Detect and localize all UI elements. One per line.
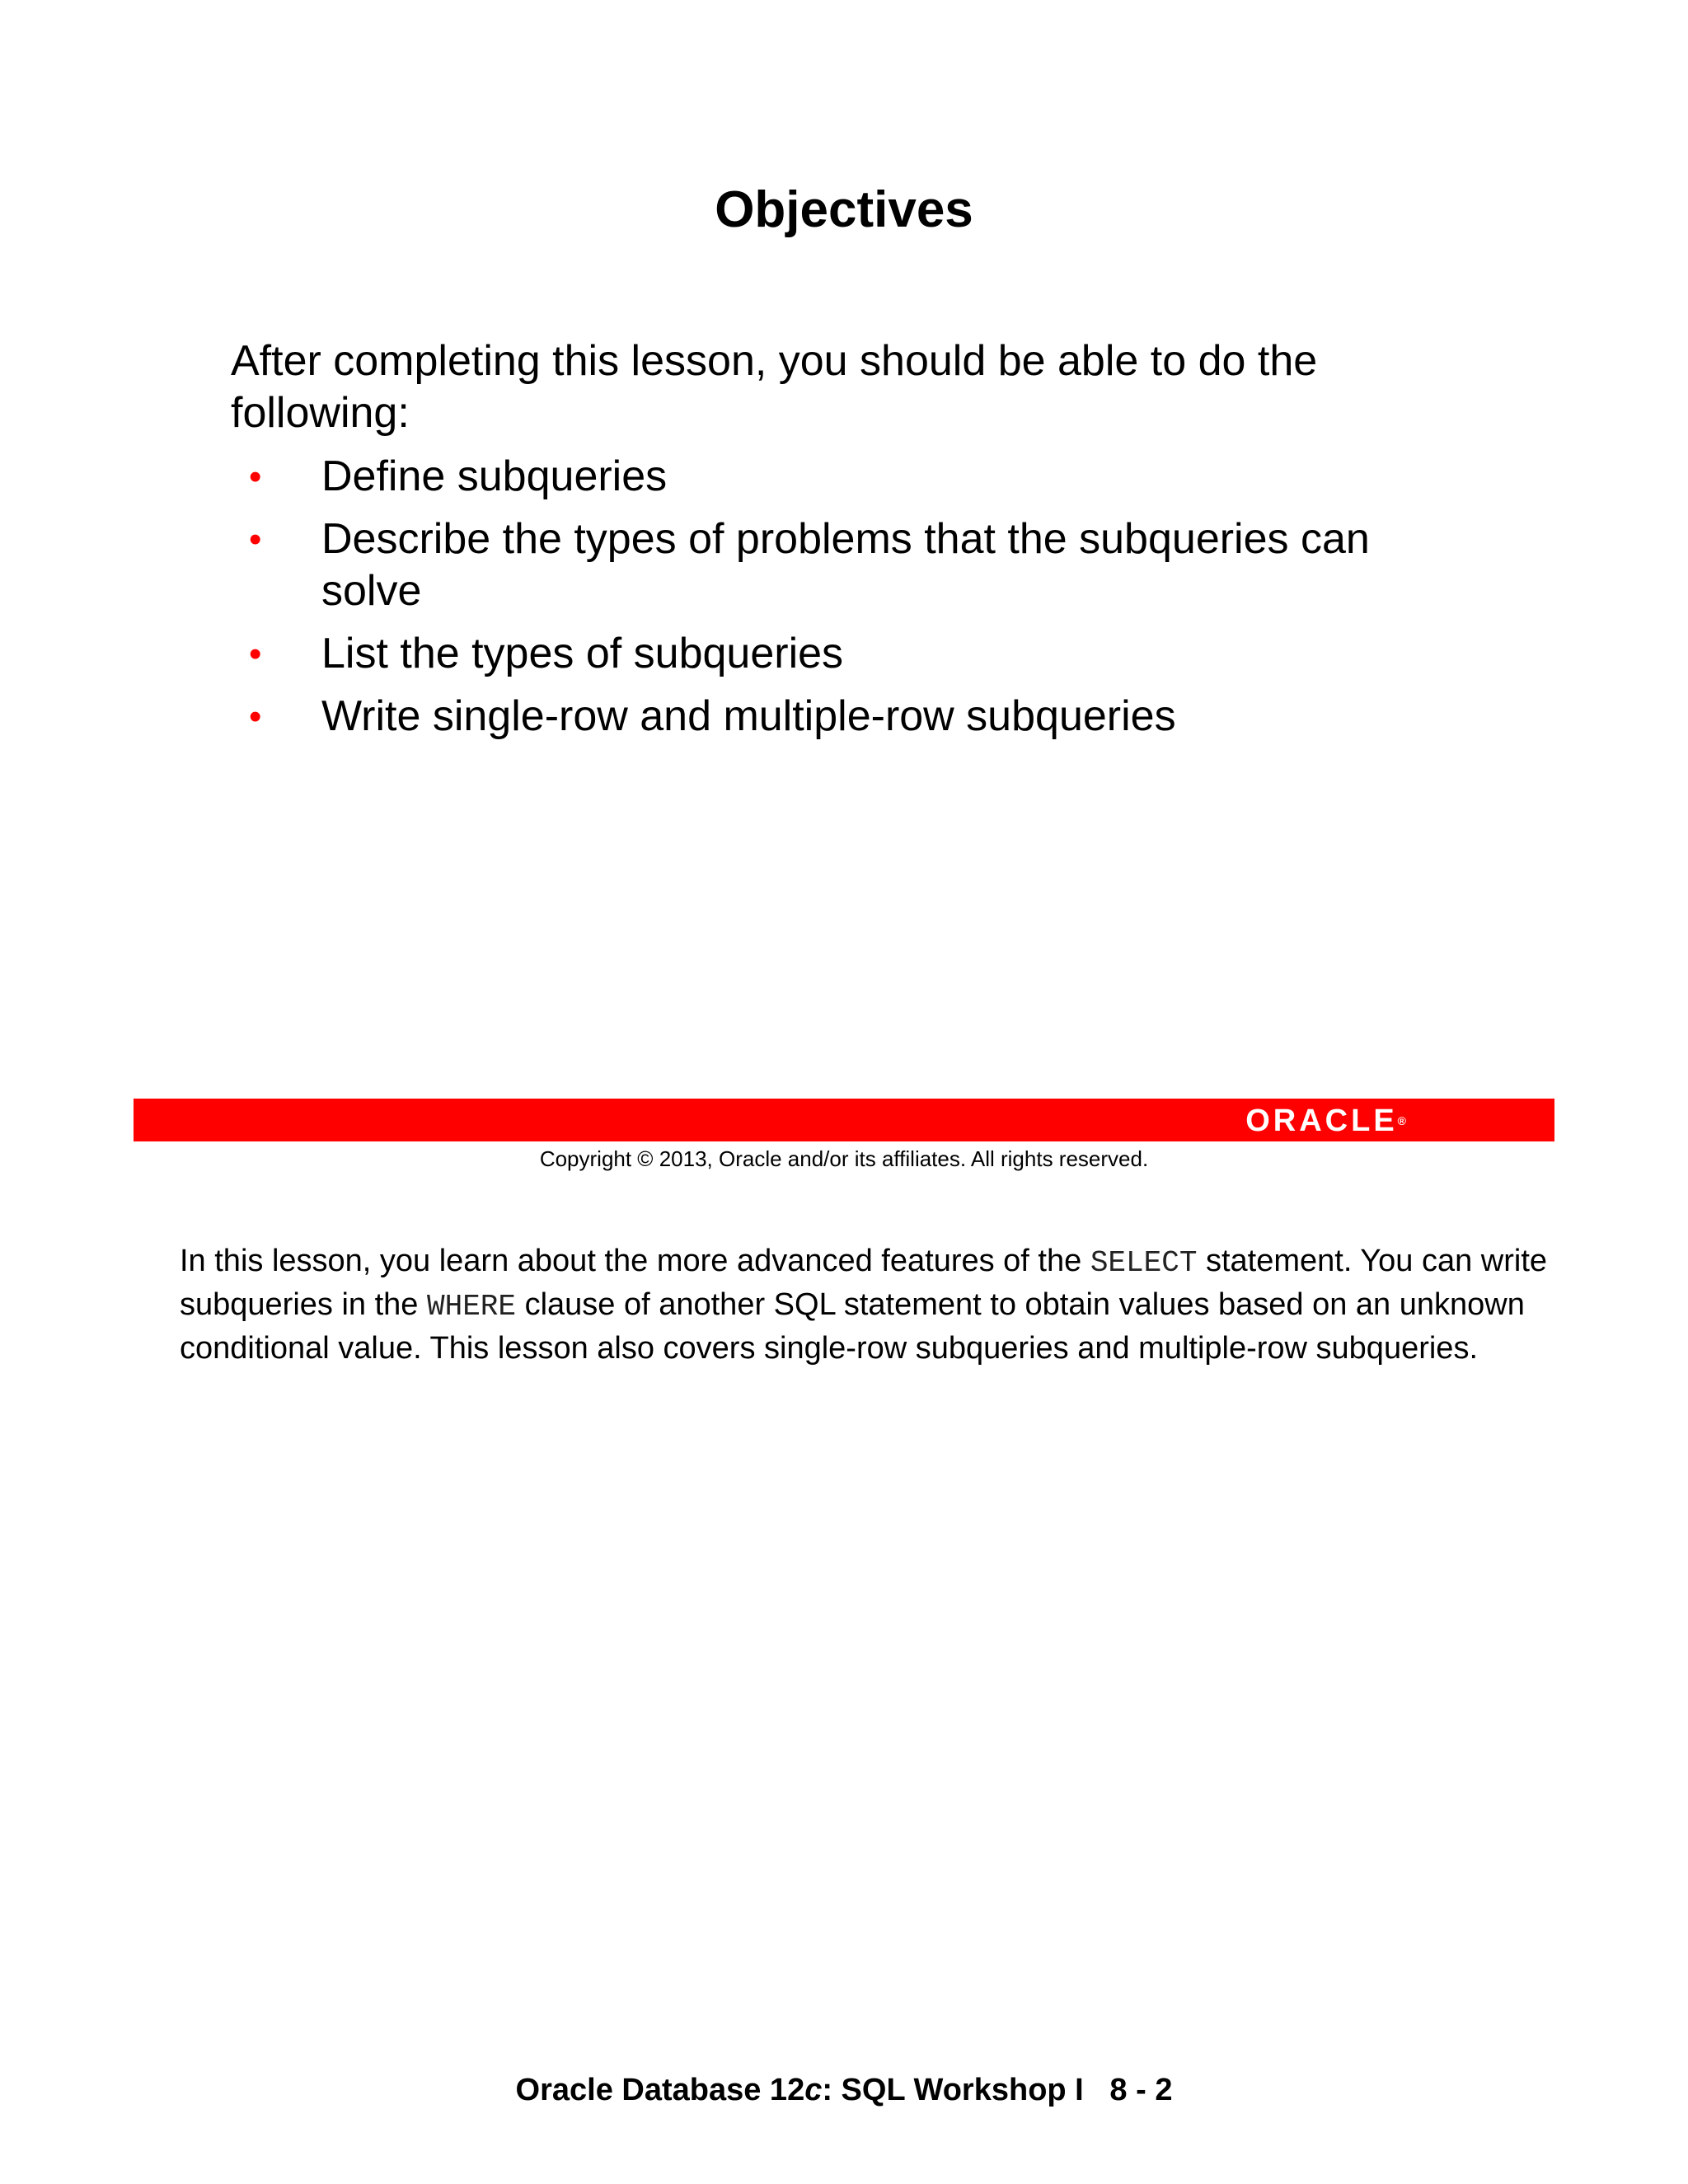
bullet-icon: •: [249, 696, 262, 737]
page-footer: [0, 2070, 1688, 2110]
objective-item: [231, 513, 1467, 617]
oracle-logo-text: ORACLE: [1245, 1104, 1398, 1138]
objective-text: Describe the types of problems that the subqueries can solve: [321, 515, 1370, 615]
objective-item: [231, 691, 1467, 743]
slide-title: Objectives: [715, 181, 973, 238]
footer-suffix: : SQL Workshop I 8 - 2: [822, 2073, 1173, 2107]
objective-item: [231, 628, 1467, 680]
code-keyword: WHERE: [426, 1290, 517, 1324]
objective-text: Write single-row and multiple-row subqueries: [321, 692, 1176, 740]
slide-intro: After completing this lesson, you should be able to do the following:: [231, 337, 1318, 437]
footer-prefix: Oracle Database 12: [515, 2073, 805, 2107]
footer-italic: c: [804, 2073, 823, 2107]
code-keyword: SELECT: [1090, 1246, 1198, 1280]
bullet-icon: •: [249, 519, 262, 560]
objective-text: Define subqueries: [321, 452, 668, 500]
objectives-list: [231, 451, 1467, 753]
lesson-notes: [180, 1240, 1548, 1369]
bullet-icon: •: [249, 457, 262, 497]
objective-text: List the types of subqueries: [321, 630, 844, 677]
oracle-logo: [1245, 1105, 1406, 1137]
copyright-notice: Copyright © 2013, Oracle and/or its affiliates. All rights reserved.: [539, 1146, 1149, 1171]
registered-mark: ®: [1397, 1114, 1406, 1127]
notes-text: statement. You can write subqueries in the: [180, 1244, 1548, 1322]
objective-item: [231, 451, 1467, 503]
notes-text: clause of another SQL statement to obtain values based on an unknown conditional value. This lesson also covers single-row subqueries and multiple-row subqueries.: [180, 1287, 1525, 1366]
slide-footer-bar: [134, 1099, 1554, 1141]
notes-text: In this lesson, you learn about the more advanced features of the: [180, 1244, 1090, 1278]
bullet-icon: •: [249, 634, 262, 674]
